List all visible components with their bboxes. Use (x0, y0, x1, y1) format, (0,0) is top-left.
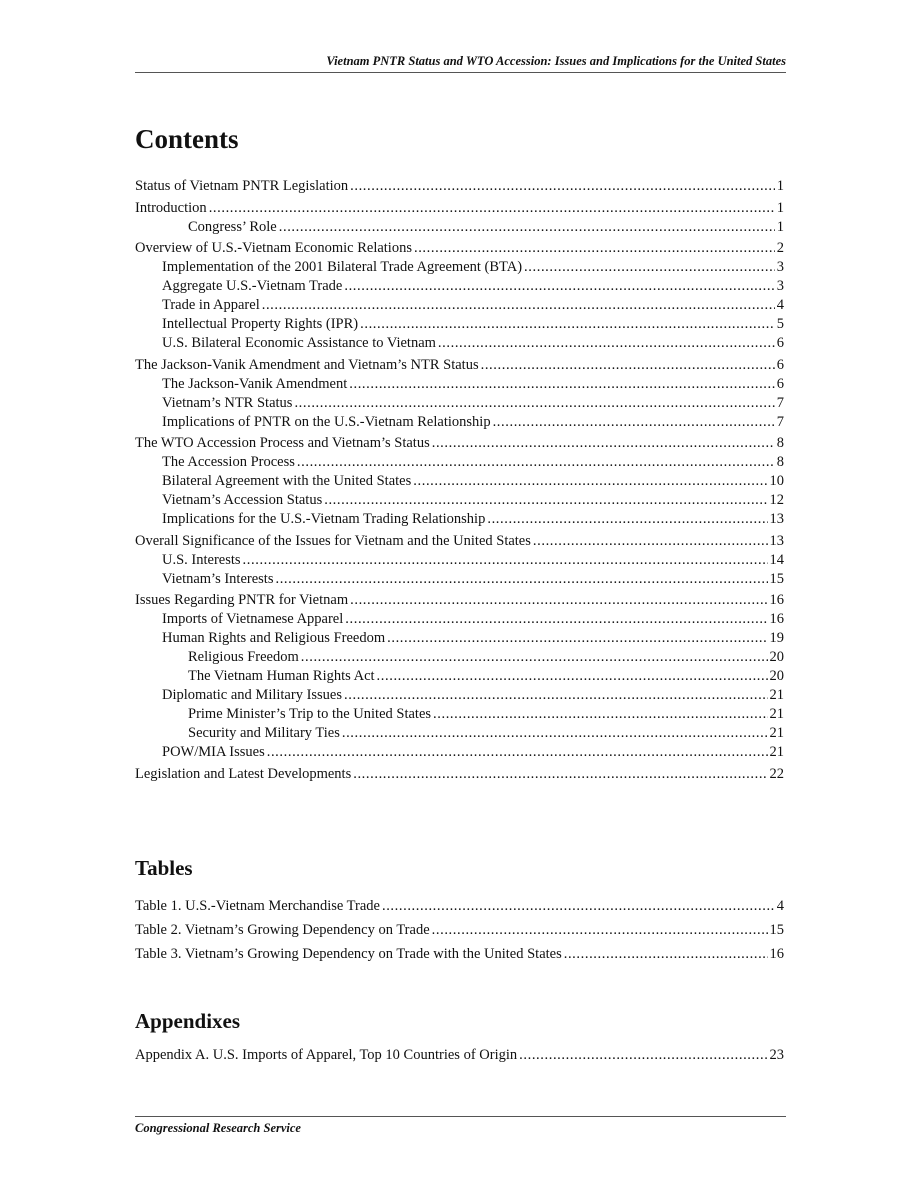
toc-entry-page: 6 (776, 375, 784, 392)
dot-leader (275, 570, 767, 589)
toc-entry[interactable] (135, 570, 784, 589)
toc-entry[interactable] (135, 472, 784, 491)
toc-entry-page: 21 (769, 744, 784, 760)
dot-leader (432, 434, 775, 453)
toc-entry-title: Table 2. Vietnam’s Growing Dependency on Trade (135, 922, 430, 938)
toc-entry-title: Aggregate U.S.-Vietnam Trade (162, 278, 343, 294)
toc-entry[interactable] (135, 1046, 784, 1065)
toc-entry[interactable] (135, 743, 784, 762)
toc-entry[interactable] (135, 413, 784, 432)
toc-entry-title: The Jackson-Vanik Amendment (162, 375, 348, 392)
toc-entry[interactable] (135, 375, 784, 394)
dot-leader (267, 743, 768, 762)
toc-entry-title: Legislation and Latest Developments (135, 765, 352, 782)
dot-leader (438, 334, 775, 353)
dot-leader (433, 705, 767, 724)
dot-leader (533, 532, 768, 551)
toc-entry-title: Table 1. U.S.-Vietnam Merchandise Trade (135, 898, 380, 914)
toc-entry[interactable] (135, 765, 784, 784)
toc-entry-title: Prime Minister’s Trip to the United States (188, 706, 432, 722)
toc-entry[interactable] (135, 551, 784, 570)
toc-entry[interactable] (135, 897, 784, 916)
toc-entry-page: 5 (776, 316, 784, 332)
dot-leader (481, 356, 775, 375)
toc-entry[interactable] (135, 177, 784, 196)
toc-entry-title: Overall Significance of the Issues for Vietnam and the United States (135, 532, 531, 549)
toc-entry[interactable] (135, 921, 784, 940)
toc-entry-page: 16 (769, 946, 784, 962)
toc-entry-title: The Accession Process (162, 454, 295, 470)
toc-entry-title: POW/MIA Issues (162, 744, 265, 760)
toc-entry[interactable] (135, 667, 784, 686)
toc-entry-title: Diplomatic and Military Issues (162, 687, 343, 703)
toc-entry-title: Introduction (135, 199, 207, 216)
dot-leader (294, 394, 774, 413)
dot-leader (344, 277, 774, 296)
toc-entry-page: 4 (776, 898, 784, 914)
toc-entry[interactable] (135, 705, 784, 724)
toc-entry-title: U.S. Interests (162, 551, 241, 568)
toc-entry-page: 16 (769, 592, 784, 608)
toc-entry-title: Implications for the U.S.-Vietnam Trading Relationship (162, 511, 486, 527)
toc-entry-title: Trade in Apparel (162, 297, 260, 313)
dot-leader (360, 315, 775, 334)
toc-entry-page: 1 (776, 199, 784, 216)
toc-entry-title: Congress’ Role (188, 218, 277, 235)
dot-leader (350, 177, 775, 196)
toc-entry[interactable] (135, 296, 784, 315)
toc-entry-title: Vietnam’s NTR Status (162, 394, 293, 411)
toc-entry-title: Issues Regarding PNTR for Vietnam (135, 592, 349, 608)
running-footer: Congressional Research Service (135, 1116, 786, 1136)
toc-entry-title: The WTO Accession Process and Vietnam’s Status (135, 435, 430, 451)
dot-leader (382, 897, 775, 916)
toc-entry[interactable] (135, 648, 784, 667)
dot-leader (493, 413, 775, 432)
tables-list (135, 897, 784, 969)
toc-entry[interactable] (135, 334, 784, 353)
toc-entry[interactable] (135, 218, 784, 237)
dot-leader (519, 1046, 767, 1065)
dot-leader (487, 510, 767, 529)
toc-entry-page: 2 (776, 240, 784, 256)
appendixes-list (135, 1046, 784, 1065)
toc-entry[interactable] (135, 629, 784, 648)
dot-leader (349, 375, 775, 394)
tables-heading: Tables (135, 856, 193, 880)
toc-entry[interactable] (135, 453, 784, 472)
toc-entry-page: 6 (776, 356, 784, 373)
toc-entry-title: Table 3. Vietnam’s Growing Dependency on Trade with the United States (135, 946, 562, 962)
toc-entry[interactable] (135, 724, 784, 743)
toc-entry-page: 13 (769, 511, 784, 527)
toc-entry-title: Appendix A. U.S. Imports of Apparel, Top 10 Countries of Origin (135, 1047, 518, 1063)
contents-heading: Contents (135, 124, 239, 154)
contents-list (135, 177, 784, 784)
toc-entry-title: Vietnam’s Accession Status (162, 492, 323, 508)
toc-entry-page: 6 (776, 335, 784, 351)
toc-entry-title: Intellectual Property Rights (IPR) (162, 316, 359, 332)
toc-entry[interactable] (135, 258, 784, 277)
toc-entry-page: 1 (776, 218, 784, 235)
dot-leader (564, 945, 768, 964)
toc-entry-page: 22 (769, 765, 784, 782)
dot-leader (262, 296, 775, 315)
toc-entry-title: Status of Vietnam PNTR Legislation (135, 178, 349, 194)
toc-entry-page: 23 (769, 1047, 784, 1063)
toc-entry-page: 3 (776, 259, 784, 275)
toc-entry[interactable] (135, 199, 784, 218)
toc-entry[interactable] (135, 591, 784, 610)
running-header: Vietnam PNTR Status and WTO Accession: Issues and Implications for the United States (135, 54, 786, 73)
toc-entry-page: 20 (769, 668, 784, 684)
toc-entry-title: Religious Freedom (188, 649, 299, 665)
toc-entry-page: 7 (776, 413, 784, 430)
toc-entry-page: 4 (776, 297, 784, 313)
toc-entry-title: Human Rights and Religious Freedom (162, 630, 386, 646)
toc-entry-title: Security and Military Ties (188, 725, 340, 741)
toc-entry-page: 7 (776, 394, 784, 411)
toc-entry-title: Bilateral Agreement with the United States (162, 473, 412, 489)
toc-entry-page: 20 (769, 649, 784, 665)
dot-leader (209, 199, 775, 218)
dot-leader (353, 765, 767, 784)
dot-leader (377, 667, 768, 686)
toc-entry[interactable] (135, 356, 784, 375)
toc-entry-page: 3 (776, 278, 784, 294)
toc-entry-page: 21 (769, 706, 784, 722)
toc-entry[interactable] (135, 610, 784, 629)
toc-entry[interactable] (135, 277, 784, 296)
dot-leader (342, 724, 768, 743)
dot-leader (344, 686, 767, 705)
toc-entry-page: 19 (769, 630, 784, 646)
dot-leader (345, 610, 767, 629)
toc-entry-title: Vietnam’s Interests (162, 570, 274, 587)
dot-leader (413, 472, 767, 491)
toc-entry-title: The Vietnam Human Rights Act (188, 668, 375, 684)
toc-entry-page: 21 (769, 687, 784, 703)
toc-entry-page: 12 (769, 492, 784, 508)
toc-entry-page: 16 (769, 611, 784, 627)
toc-entry-page: 21 (769, 725, 784, 741)
dot-leader (297, 453, 775, 472)
toc-entry-title: U.S. Bilateral Economic Assistance to Vietnam (162, 335, 436, 351)
dot-leader (524, 258, 775, 277)
toc-entry[interactable] (135, 945, 784, 964)
dot-leader (243, 551, 768, 570)
appendixes-heading: Appendixes (135, 1009, 241, 1033)
toc-entry[interactable] (135, 491, 784, 510)
toc-entry-page: 1 (776, 178, 784, 194)
toc-entry-title: Overview of U.S.-Vietnam Economic Relations (135, 240, 412, 256)
dot-leader (350, 591, 767, 610)
toc-entry-title: Imports of Vietnamese Apparel (162, 611, 344, 627)
toc-entry-page: 8 (776, 435, 784, 451)
dot-leader (387, 629, 767, 648)
dot-leader (324, 491, 767, 510)
toc-entry[interactable] (135, 434, 784, 453)
toc-entry-page: 10 (769, 473, 784, 489)
toc-entry-title: The Jackson-Vanik Amendment and Vietnam’s NTR Status (135, 356, 479, 373)
toc-entry-page: 15 (769, 922, 784, 938)
dot-leader (414, 239, 775, 258)
toc-entry-page: 15 (769, 570, 784, 587)
toc-entry[interactable] (135, 394, 784, 413)
toc-entry-page: 14 (769, 551, 784, 568)
toc-entry-page: 13 (769, 532, 784, 549)
toc-entry[interactable] (135, 532, 784, 551)
dot-leader (301, 648, 768, 667)
toc-entry[interactable] (135, 315, 784, 334)
toc-entry[interactable] (135, 239, 784, 258)
toc-entry-title: Implementation of the 2001 Bilateral Trade Agreement (BTA) (162, 259, 523, 275)
toc-entry[interactable] (135, 510, 784, 529)
toc-entry-page: 8 (776, 454, 784, 470)
toc-entry[interactable] (135, 686, 784, 705)
dot-leader (432, 921, 768, 940)
dot-leader (279, 218, 775, 237)
toc-entry-title: Implications of PNTR on the U.S.-Vietnam Relationship (162, 413, 491, 430)
